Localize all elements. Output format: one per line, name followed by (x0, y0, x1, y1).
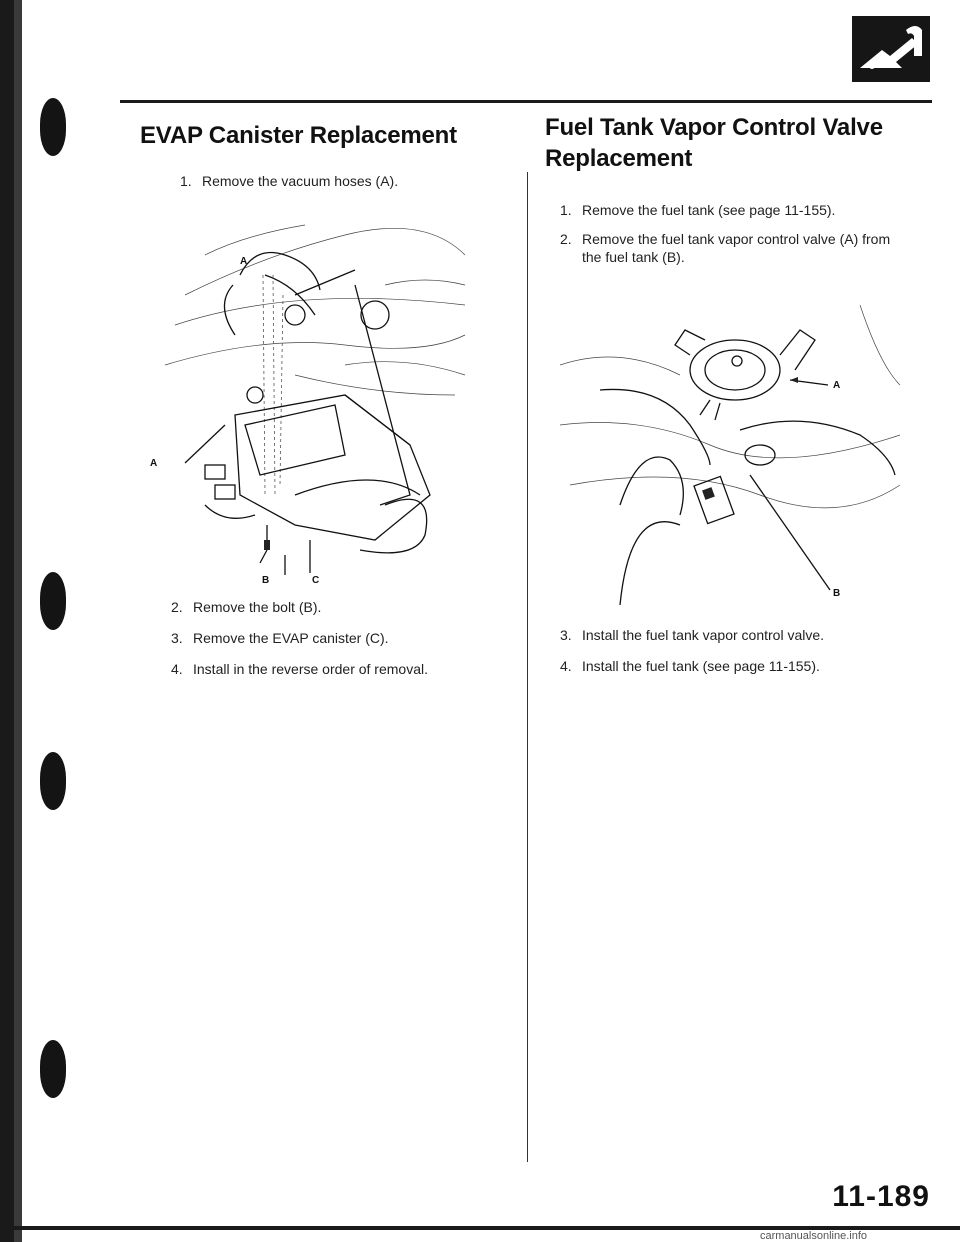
step-text: Remove the vacuum hoses (A). (202, 173, 399, 189)
page-title: EVAP Canister Replacement (140, 122, 457, 149)
section-tab-mark (40, 572, 66, 630)
step-2 (560, 230, 910, 266)
page-number: 11-189 (832, 1180, 930, 1213)
evap-canister-figure (145, 195, 475, 590)
step-number: 3. (171, 630, 183, 646)
step-number: 2. (171, 599, 183, 615)
section-tab-mark (40, 1040, 66, 1098)
step-2 (171, 598, 321, 616)
figure-label-b: B (833, 588, 841, 599)
section-title-line1: Fuel Tank Vapor Control Valve (545, 114, 883, 141)
step-number: 3. (560, 627, 572, 643)
step-number: 1. (560, 202, 572, 218)
vapor-valve-figure (560, 285, 905, 605)
step-text: Remove the fuel tank (see page 11-155). (582, 202, 836, 218)
step-3 (560, 626, 824, 644)
step-1 (180, 172, 398, 190)
step-text: Remove the bolt (B). (193, 599, 322, 615)
binding-edge (0, 0, 14, 1242)
step-number: 2. (560, 231, 572, 247)
step-text: Remove the EVAP canister (C). (193, 630, 389, 646)
figure-label-a: A (150, 458, 158, 469)
footer-watermark: carmanualsonline.info (760, 1230, 868, 1242)
section-tab-mark (40, 752, 66, 810)
step-4 (560, 657, 820, 675)
step-text: Remove the fuel tank vapor control valve (A) from the fuel tank (B). (582, 231, 891, 265)
figure-label-a: A (240, 256, 248, 267)
figure-label-a: A (833, 380, 841, 391)
header-rule (120, 100, 932, 103)
figure-label-b: B (262, 575, 270, 586)
step-text: Install in the reverse order of removal. (193, 661, 428, 677)
section-title-line2: Replacement (545, 145, 693, 172)
step-number: 1. (180, 173, 192, 189)
step-1 (560, 201, 835, 219)
step-text: Install the fuel tank (see page 11-155). (582, 658, 820, 674)
fuel-nozzle-icon (852, 16, 930, 82)
step-number: 4. (560, 658, 572, 674)
column-divider (527, 172, 528, 1162)
step-text: Install the fuel tank vapor control valve. (582, 627, 825, 643)
section-tab-mark (40, 98, 66, 156)
step-4 (171, 660, 428, 678)
step-number: 4. (171, 661, 183, 677)
step-3 (171, 629, 389, 647)
binding-edge-inner (14, 0, 22, 1242)
figure-label-c: C (312, 575, 320, 586)
